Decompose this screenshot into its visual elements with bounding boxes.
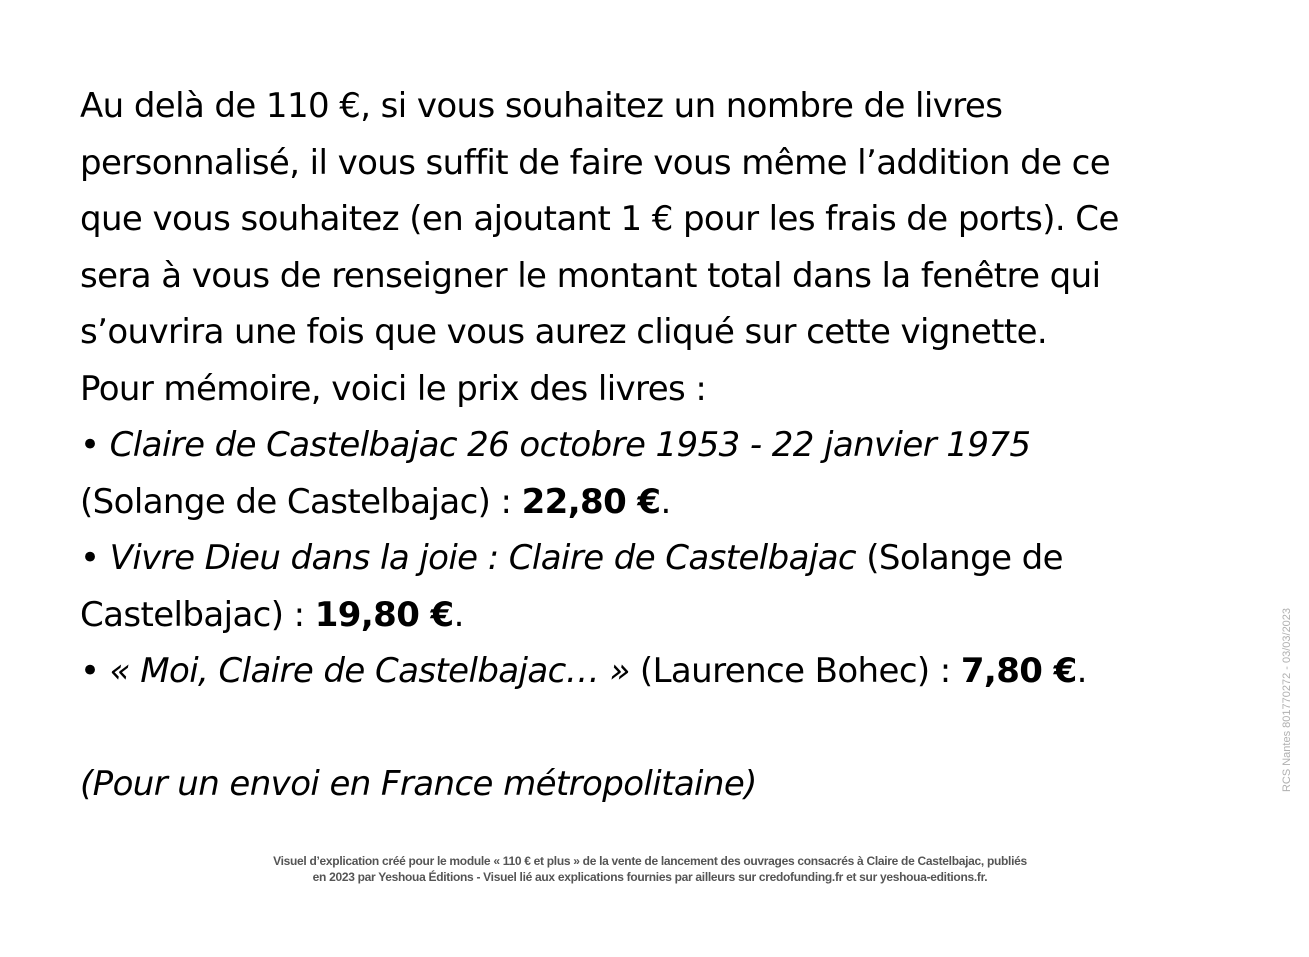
book-item-2-author-line bbox=[80, 587, 1260, 644]
main-text-block bbox=[80, 78, 1260, 813]
bullet: • bbox=[80, 425, 110, 465]
intro-line: personnalisé, il vous suffit de faire vous même l’addition de ce bbox=[80, 142, 1111, 183]
footer-caption bbox=[230, 853, 1070, 885]
punctuation: . bbox=[453, 594, 464, 635]
book-price: 7,80 € bbox=[960, 651, 1077, 691]
bullet: • bbox=[80, 538, 110, 578]
book-item-3 bbox=[80, 643, 1260, 700]
book-title: Vivre Dieu dans la joie : Claire de Castelbajac bbox=[109, 538, 857, 578]
book-item-1 bbox=[80, 417, 1260, 474]
punctuation: . bbox=[1076, 651, 1087, 691]
bullet: • bbox=[80, 651, 110, 691]
rcs-side-note: RCS Nantes 801770272 - 03/03/2023 bbox=[1281, 607, 1293, 793]
intro-line: sera à vous de renseigner le montant total dans la fenêtre qui bbox=[80, 255, 1101, 296]
book-author-prefix: (Solange de bbox=[856, 538, 1063, 578]
book-title: Claire de Castelbajac 26 octobre 1953 - 22 janvier 1975 bbox=[109, 425, 1031, 465]
book-title: « Moi, Claire de Castelbajac… » bbox=[109, 651, 630, 691]
intro-line: s’ouvrira une fois que vous aurez cliqué sur cette vignette. bbox=[80, 312, 1048, 352]
footer-line: en 2023 par Yeshoua Éditions - Visuel lié aux explications fournies par ailleurs sur credofunding.fr et sur yeshoua-editions.fr. bbox=[312, 870, 988, 884]
book-price: 22,80 € bbox=[521, 481, 661, 522]
punctuation: . bbox=[660, 481, 671, 522]
spacer bbox=[80, 700, 1260, 757]
intro-line: Pour mémoire, voici le prix des livres : bbox=[80, 368, 707, 409]
book-author: (Solange de Castelbajac) : bbox=[80, 481, 522, 522]
book-author: (Laurence Bohec) : bbox=[629, 651, 961, 691]
intro-line: Au delà de 110 €, si vous souhaitez un nombre de livres bbox=[80, 86, 1003, 126]
book-item-1-author-line bbox=[80, 474, 1260, 531]
intro-line: que vous souhaitez (en ajoutant 1 € pour les frais de ports). Ce bbox=[80, 199, 1119, 239]
shipping-note: (Pour un envoi en France métropolitaine) bbox=[80, 764, 757, 804]
book-author: Castelbajac) : bbox=[80, 594, 315, 635]
book-price: 19,80 € bbox=[314, 594, 454, 635]
book-item-2 bbox=[80, 530, 1260, 587]
footer-line: Visuel d’explication créé pour le module « 110 € et plus » de la vente de lancement des ouvrages consacrés à Claire de Castelbajac, publiés bbox=[273, 854, 1027, 868]
